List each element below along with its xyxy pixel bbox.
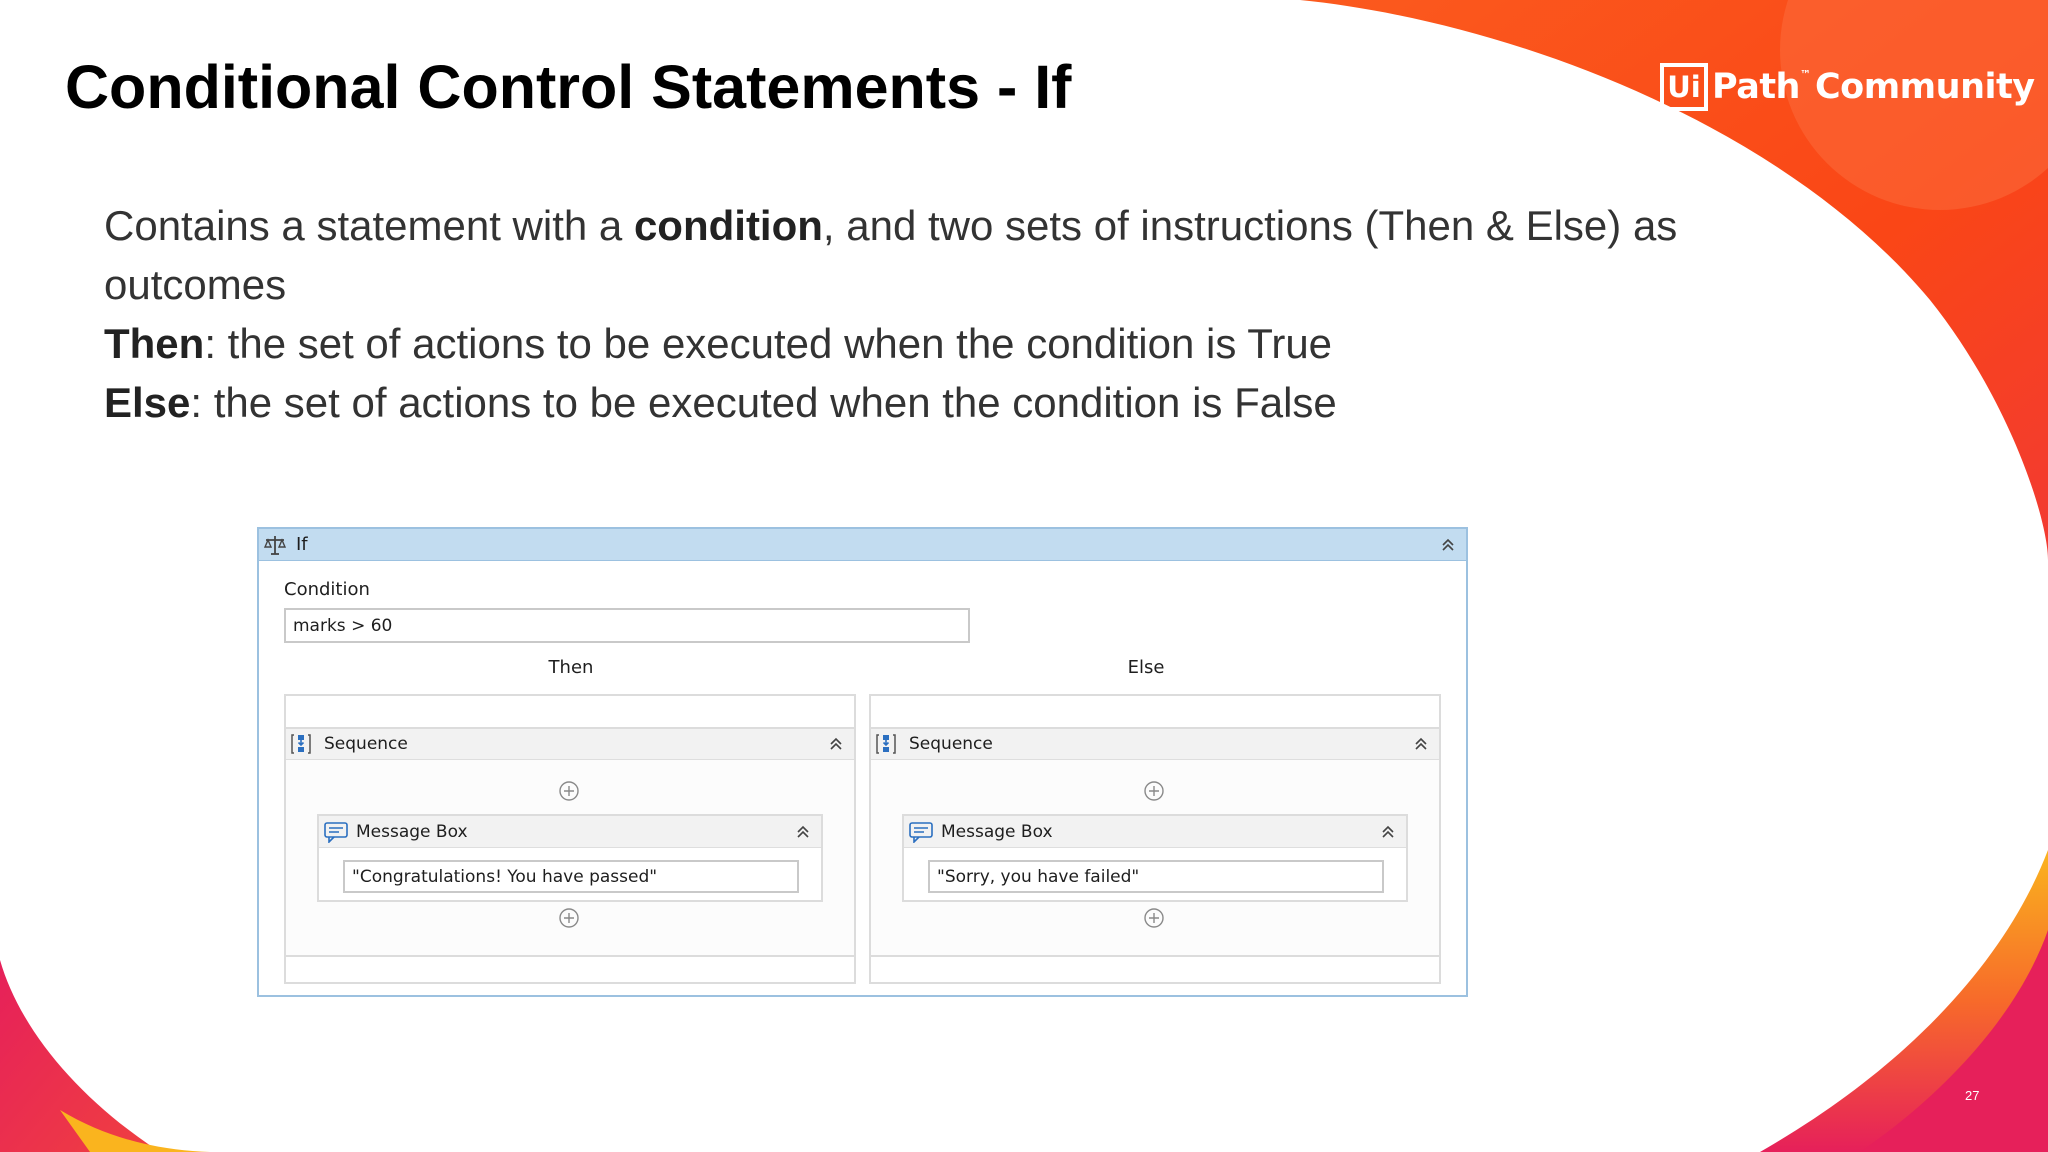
if-activity-title: If <box>296 534 308 555</box>
add-activity-icon[interactable] <box>1143 780 1165 802</box>
add-activity-icon[interactable] <box>558 907 580 929</box>
then-term: Then <box>104 320 205 367</box>
then-message-box-header[interactable] <box>319 816 821 848</box>
then-sequence-title: Sequence <box>324 734 408 754</box>
else-label: Else <box>1127 657 1165 678</box>
if-activity-designer <box>257 527 1468 997</box>
else-sequence-title: Sequence <box>909 734 993 754</box>
chevron-double-up-icon[interactable] <box>1411 734 1431 754</box>
then-sequence-header[interactable] <box>286 729 854 760</box>
message-box-icon <box>322 818 350 846</box>
chevron-double-up-icon[interactable] <box>826 734 846 754</box>
add-activity-icon[interactable] <box>558 780 580 802</box>
else-term: Else <box>104 379 191 426</box>
logo-ui-mark: Ui <box>1660 63 1708 111</box>
body-line-then: Then: the set of actions to be executed when the condition is True <box>104 320 1333 367</box>
sequence-icon <box>873 731 899 757</box>
then-branch-panel[interactable] <box>284 694 856 984</box>
then-sequence[interactable] <box>286 727 854 957</box>
page-number: 27 <box>1965 1088 1980 1103</box>
else-branch-panel[interactable] <box>869 694 1441 984</box>
body-line-else: Else: the set of actions to be executed when the condition is False <box>104 379 1337 426</box>
slide-body <box>104 196 1744 432</box>
logo-trademark: ™ <box>1799 68 1811 81</box>
else-message-text-input[interactable]: "Sorry, you have failed" <box>928 860 1384 893</box>
else-message-box-header[interactable] <box>904 816 1406 848</box>
chevron-double-up-icon[interactable] <box>793 822 813 842</box>
sequence-icon <box>288 731 314 757</box>
uipath-community-logo <box>1660 62 2035 112</box>
condition-label: Condition <box>284 579 370 600</box>
logo-community-text: Community <box>1814 67 2035 107</box>
then-message-box-activity[interactable] <box>317 814 823 902</box>
else-message-box-activity[interactable] <box>902 814 1408 902</box>
else-sequence-header[interactable] <box>871 729 1439 760</box>
else-message-box-title: Message Box <box>941 821 1053 842</box>
add-activity-icon[interactable] <box>1143 907 1165 929</box>
else-sequence[interactable] <box>871 727 1439 957</box>
body-line-description: Contains a statement with a condition, and two sets of instructions (Then & Else) as <box>104 202 1678 249</box>
body-line-outcomes: outcomes <box>104 261 287 308</box>
chevron-double-up-icon[interactable] <box>1438 535 1458 555</box>
then-label: Then <box>548 657 594 678</box>
condition-term: condition <box>633 202 823 249</box>
if-balance-icon <box>262 532 288 558</box>
slide-title: Conditional Control Statements - If <box>65 53 1072 121</box>
message-box-icon <box>907 818 935 846</box>
then-message-box-title: Message Box <box>356 821 468 842</box>
condition-input[interactable]: marks > 60 <box>284 608 970 643</box>
then-message-text-input[interactable]: "Congratulations! You have passed" <box>343 860 799 893</box>
if-activity-header[interactable] <box>259 529 1466 561</box>
logo-path-text: Path <box>1712 67 1800 107</box>
chevron-double-up-icon[interactable] <box>1378 822 1398 842</box>
